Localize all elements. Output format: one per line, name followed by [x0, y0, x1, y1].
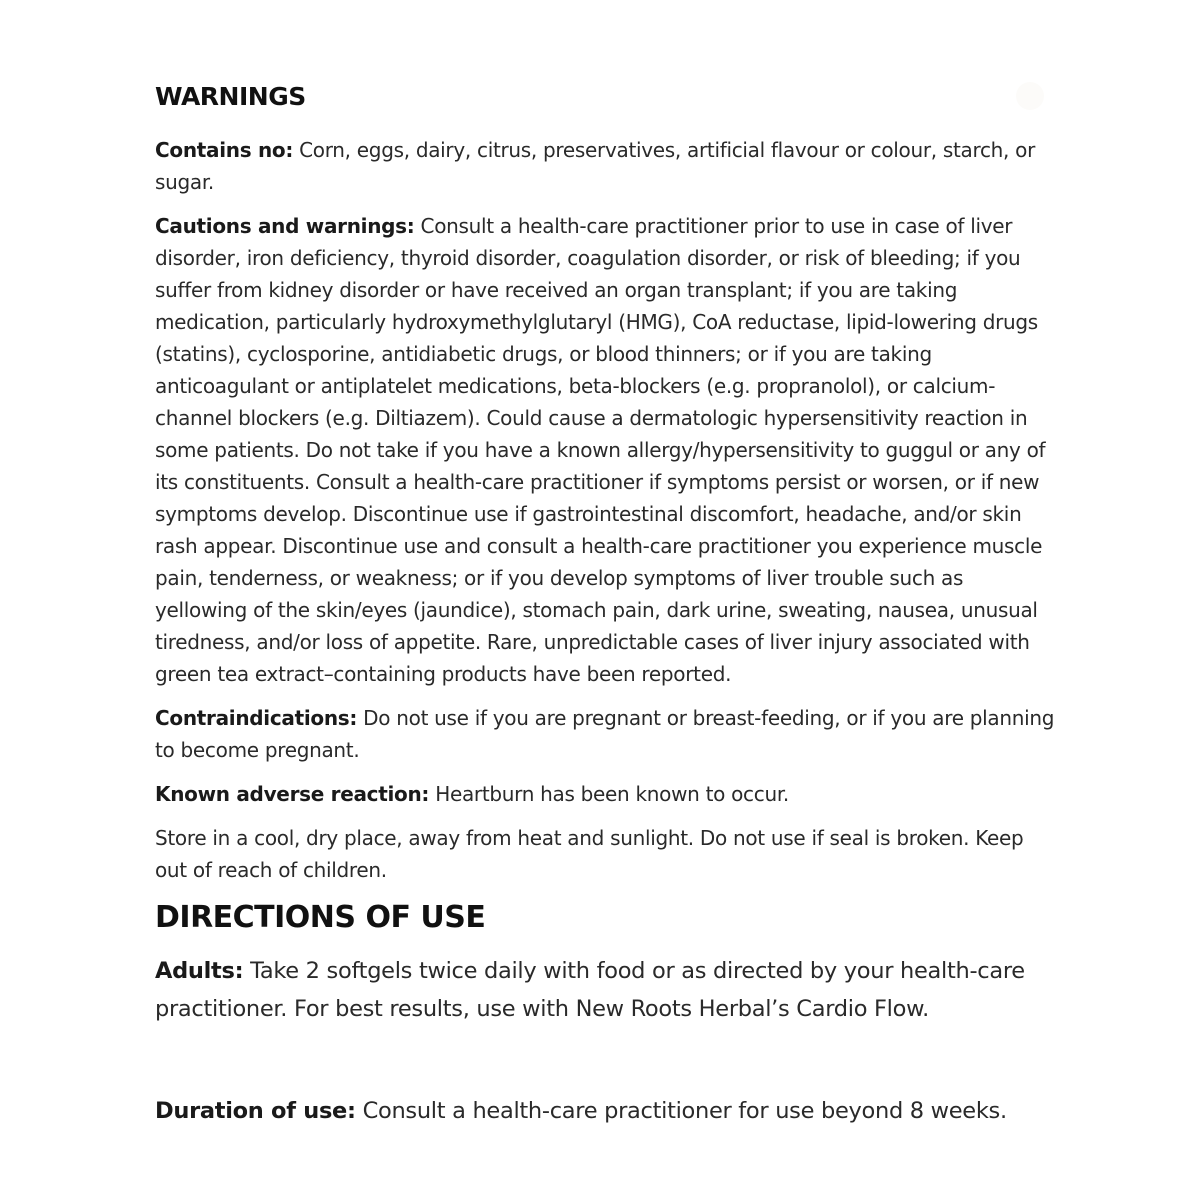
adults-paragraph [155, 952, 1055, 1028]
adverse-reaction-paragraph [155, 778, 1055, 810]
adults-label: Adults: [155, 958, 244, 984]
contains-no-label: Contains no: [155, 138, 294, 162]
adults-text: Take 2 softgels twice daily with food or as directed by your health-care practitioner. For best results, use with New Roots Herbal’s Cardio Flow. [155, 958, 1025, 1022]
contraindications-label: Contraindications: [155, 706, 358, 730]
duration-label: Duration of use: [155, 1098, 356, 1124]
duration-text: Consult a health-care practitioner for use beyond 8 weeks. [362, 1098, 1007, 1124]
contains-no-text: Corn, eggs, dairy, citrus, preservatives, artificial flavour or colour, starch, or sugar. [155, 138, 1036, 194]
label-document [155, 80, 1055, 1142]
duration-paragraph [155, 1092, 1055, 1130]
warnings-heading: WARNINGS [155, 82, 306, 111]
adverse-reaction-text: Heartburn has been known to occur. [435, 782, 789, 806]
cautions-paragraph [155, 210, 1055, 690]
storage-paragraph: Store in a cool, dry place, away from heat and sunlight. Do not use if seal is broken. Keep out of reach of children. [155, 826, 1024, 882]
contraindications-text: Do not use if you are pregnant or breast-feeding, or if you are planning to become pregnant. [155, 706, 1055, 762]
adverse-reaction-label: Known adverse reaction: [155, 782, 430, 806]
contains-no-paragraph [155, 134, 1055, 198]
section-spacer [155, 1040, 1055, 1092]
contraindications-paragraph [155, 702, 1055, 766]
cautions-label: Cautions and warnings: [155, 214, 415, 238]
cautions-text: Consult a health-care practitioner prior to use in case of liver disorder, iron deficiency, thyroid disorder, coagulation disorder, or risk of bleeding; if you suffer from kidney disorder or have received an organ transplant; if you are taking medication, particularly hydroxymethylglutaryl (HMG), CoA reductase, lipid-lowering drugs (statins), cyclosporine, antidiabetic drugs, or blood thinners; or if you are taking anticoagulant or antiplatelet medications, beta-blockers (e.g. propranolol), or calcium-channel blockers (e.g. Diltiazem). Could cause a dermatologic hypersensitivity reaction in some patients. Do not take if you have a known allergy/hypersensitivity to guggul or any of its constituents. Consult a health-care practitioner if symptoms persist or worsen, or if new symptoms develop. Discontinue use if gastrointestinal discomfort, headache, and/or skin rash appear. Discontinue use and consult a health-care practitioner you experience muscle pain, tenderness, or weakness; or if you develop symptoms of liver trouble such as yellowing of the skin/eyes (jaundice), stomach pain, dark urine, sweating, nausea, unusual tiredness, and/or loss of appetite. Rare, unpredictable cases of liver injury associated with green tea extract–containing products have been reported. [155, 214, 1046, 686]
directions-heading: DIRECTIONS OF USE [155, 900, 486, 935]
